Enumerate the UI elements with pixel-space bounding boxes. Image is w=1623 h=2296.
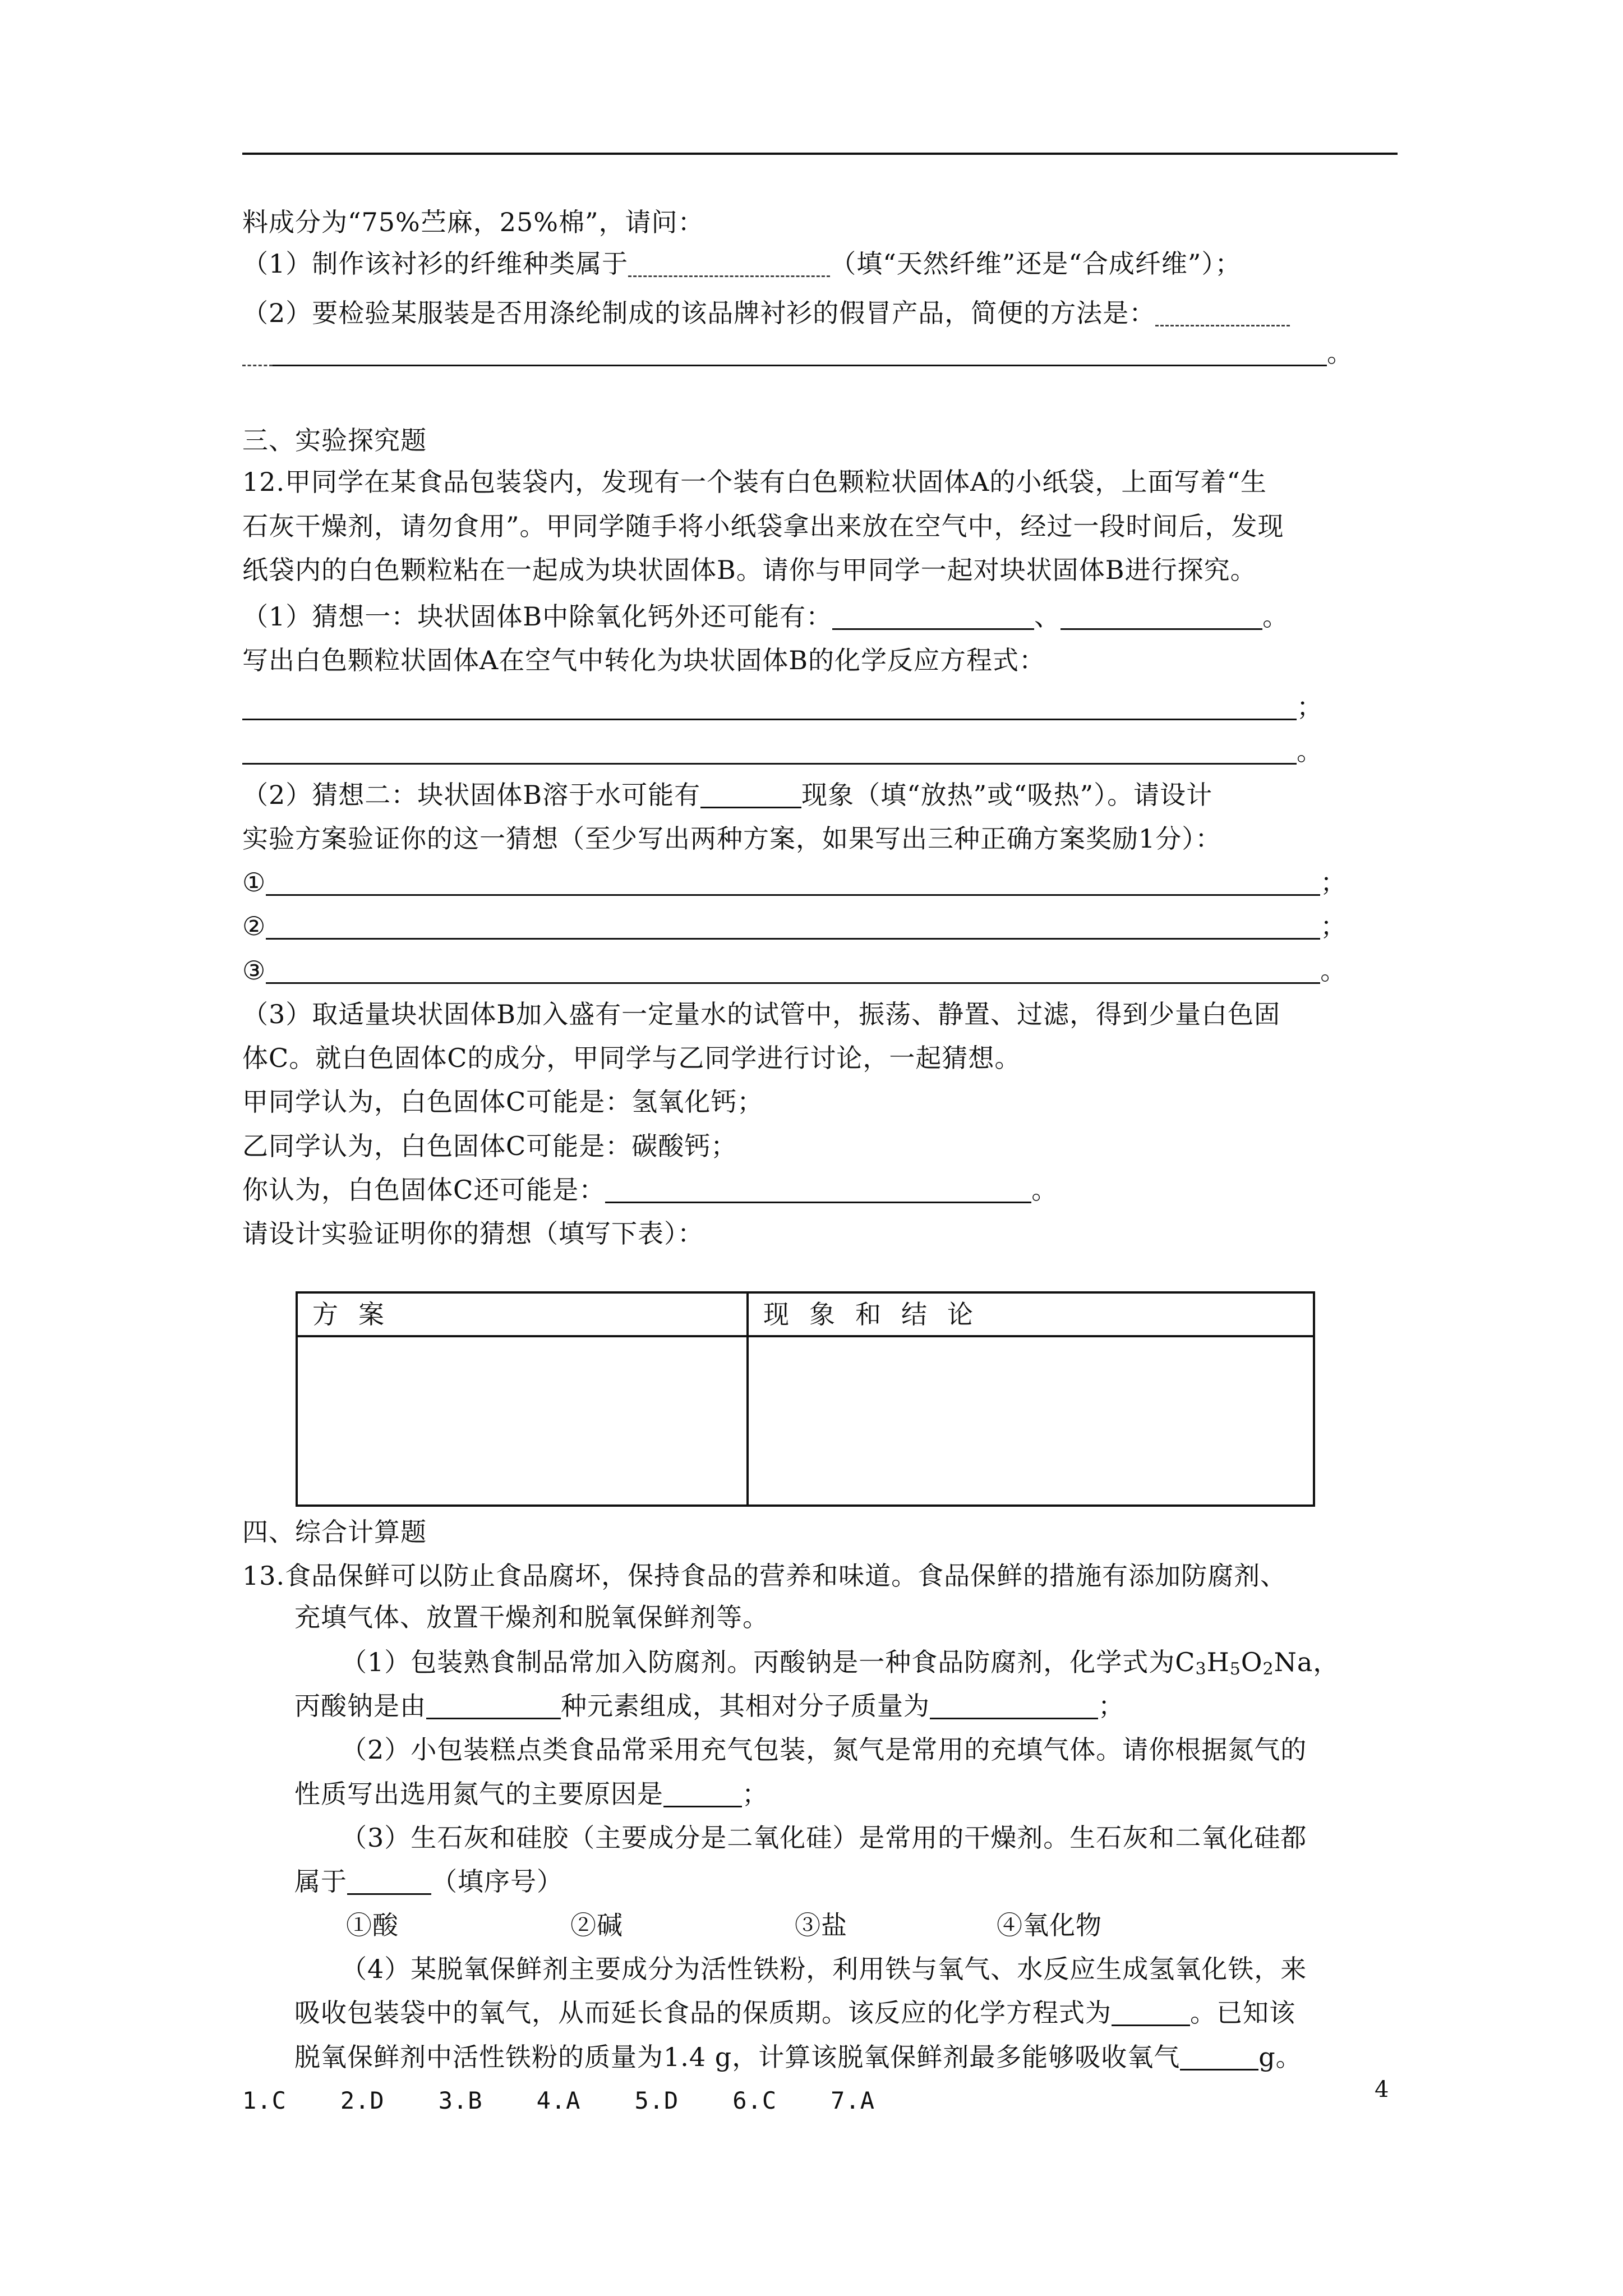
answer-item: 7.A [831, 2087, 875, 2114]
q13-part3: （3）生石灰和硅胶（主要成分是二氧化硅）是常用的干燥剂。生石灰和二氧化硅都 [341, 1823, 1307, 1853]
answer-item: 2.D [340, 2087, 385, 2114]
q13-part4-cont: 脱氧保鲜剂中活性铁粉的质量为1.4 g，计算该脱氧保鲜剂最多能够吸收氧气 g。 [294, 2039, 1302, 2076]
answer-blank[interactable] [242, 334, 273, 366]
answer-blank[interactable] [347, 1863, 431, 1895]
answer-blank[interactable] [930, 1687, 1098, 1719]
q12-text: 体C。就白色固体C的成分，甲同学与乙同学进行讨论，一起猜想。 [242, 1043, 1021, 1073]
q12-text: 甲同学认为，白色固体C可能是：氢氧化钙； [242, 1087, 764, 1117]
answer-item: 3.B [438, 2087, 483, 2114]
q12-guess2: （2）猜想二：块状固体B溶于水可能有 现象（填“放热”或“吸热”）。请设计 [242, 776, 1212, 813]
answer-blank[interactable] [1180, 2039, 1258, 2070]
table-cell-result[interactable] [748, 1336, 1314, 1506]
q13-part4-cont: 吸收包装袋中的氧气，从而延长食品的保质期。该反应的化学方程式为 。已知该 [294, 1994, 1295, 2031]
answer-item: 5.D [634, 2087, 679, 2114]
answer-blank[interactable] [242, 733, 1297, 765]
answer-item: 6.C [732, 2087, 777, 2114]
q12-text: 实验方案验证你的这一猜想（至少写出两种方案，如果写出三种正确方案奖励1分）： [242, 823, 1222, 854]
q12-guess1: （1）猜想一：块状固体B中除氧化钙外还可能有： 、 。 [242, 598, 1289, 635]
q13-text: 13.食品保鲜可以防止食品腐坏，保持食品的营养和味道。食品保鲜的措施有添加防腐剂、 [242, 1561, 1287, 1591]
table-header-plan: 方案 [297, 1292, 748, 1336]
answer-blank[interactable] [1155, 295, 1290, 326]
q13-part3-cont: 属于 （填序号） [294, 1863, 563, 1900]
section-title: 三、实验探究题 [242, 425, 427, 455]
page-number: 4 [1375, 2077, 1389, 2102]
q13-part1-cont: 丙酸钠是由 种元素组成，其相对分子质量为 ； [294, 1687, 1124, 1724]
q12-text: 12.甲同学在某食品包装袋内，发现有一个装有白色颗粒状固体A的小纸袋，上面写着“生 [242, 467, 1267, 497]
q11-part2: （2）要检验某服装是否用涤纶制成的该品牌衬衫的假冒产品，简便的方法是： [242, 295, 1290, 332]
table-cell-plan[interactable] [297, 1336, 748, 1506]
answer-line: ② ； [242, 908, 1347, 945]
answer-blank[interactable] [1112, 1994, 1190, 2026]
option[interactable]: ②碱 [570, 1910, 623, 1940]
section-title: 四、综合计算题 [242, 1517, 427, 1547]
table-header-result: 现象和结论 [748, 1292, 1314, 1336]
q13-options [346, 1907, 1221, 1944]
q12-text: 请设计实验证明你的猜想（填写下表）： [242, 1218, 704, 1249]
answer-blank[interactable] [266, 952, 1320, 984]
answer-key [242, 2082, 929, 2119]
answer-line: ① ； [242, 864, 1347, 901]
option[interactable]: ④氧化物 [997, 1910, 1102, 1940]
answer-line: 。 [242, 733, 1323, 770]
experiment-table [296, 1291, 1315, 1507]
q13-part1: （1）包装熟食制品常加入防腐剂。丙酸钠是一种食品防腐剂，化学式为$C_3H_5O_2Na$， [341, 1647, 1340, 1679]
q12-your-guess: 你认为，白色固体C还可能是： 。 [242, 1171, 1058, 1208]
answer-item: 1.C [242, 2087, 287, 2114]
q12-text: 石灰干燥剂，请勿食用”。甲同学随手将小纸袋拿出来放在空气中，经过一段时间后，发现 [242, 511, 1284, 541]
q13-text: 充填气体、放置干燥剂和脱氧保鲜剂等。 [294, 1602, 769, 1632]
option[interactable]: ①酸 [346, 1910, 399, 1940]
q12-text: 乙同学认为，白色固体C可能是：碳酸钙； [242, 1131, 737, 1161]
q12-text: 纸袋内的白色颗粒粘在一起成为块状固体B。请你与甲同学一起对块状固体B进行探究。 [242, 555, 1257, 585]
answer-line: ③ 。 [242, 952, 1347, 989]
answer-item: 4.A [536, 2087, 581, 2114]
answer-blank[interactable] [273, 334, 1327, 366]
q13-part4: （4）某脱氧保鲜剂主要成分为活性铁粉，利用铁与氧气、水反应生成氢氧化铁，来 [341, 1954, 1307, 1984]
answer-blank[interactable] [426, 1687, 561, 1719]
header-rule [242, 153, 1398, 155]
answer-blank[interactable] [663, 1775, 742, 1807]
q13-part2: （2）小包装糕点类食品常采用充气包装，氮气是常用的充填气体。请你根据氮气的 [341, 1734, 1307, 1765]
text-line: 料成分为“75%苎麻，25%棉”，请问： [242, 207, 704, 237]
answer-blank[interactable] [832, 598, 1034, 630]
q11-part1: （1）制作该衬衫的纤维种类属于 （填“天然纤维”还是“合成纤维”）； [242, 245, 1241, 282]
answer-blank[interactable] [266, 908, 1320, 940]
answer-blank[interactable] [242, 688, 1297, 720]
q12-eq-prompt: 写出白色颗粒状固体A在空气中转化为块状固体B的化学反应方程式： [242, 645, 1046, 675]
answer-line: ； [242, 688, 1323, 725]
option[interactable]: ③盐 [795, 1910, 847, 1940]
answer-blank[interactable] [605, 1171, 1031, 1203]
q11-part2-cont: 。 [242, 334, 1353, 371]
q12-guess3: （3）取适量块状固体B加入盛有一定量水的试管中，振荡、静置、过滤，得到少量白色固 [242, 999, 1281, 1029]
answer-blank[interactable] [266, 864, 1320, 896]
answer-blank[interactable] [700, 776, 801, 808]
answer-blank[interactable] [1061, 598, 1262, 630]
q13-part2-cont: 性质写出选用氮气的主要原因是 ； [294, 1775, 768, 1812]
answer-blank[interactable] [628, 245, 830, 277]
